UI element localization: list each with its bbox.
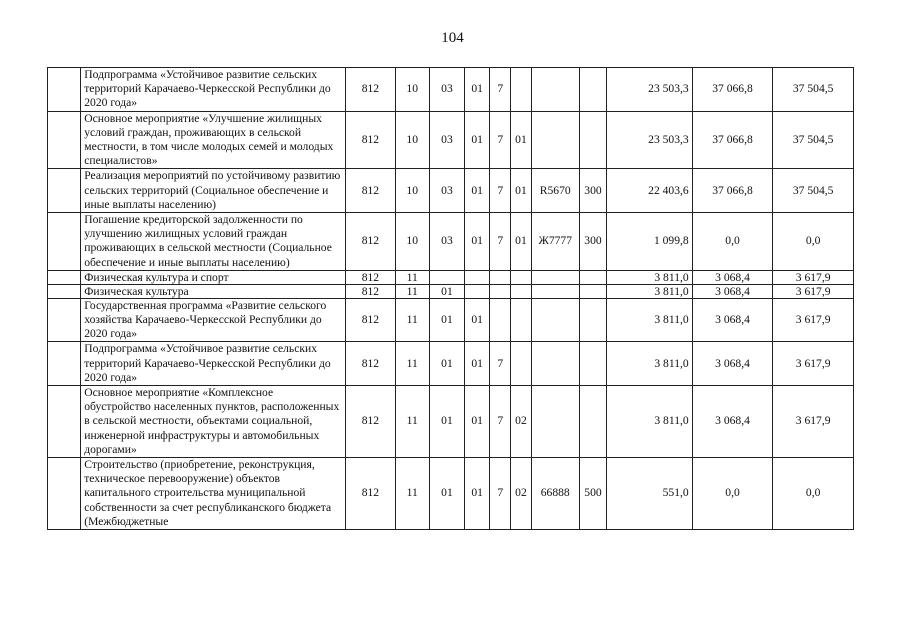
cell-target-code — [531, 342, 579, 386]
cell-subprogram — [490, 284, 511, 298]
cell-expense-type — [579, 68, 606, 112]
cell-subsection — [429, 270, 464, 284]
cell-value-1: 3 811,0 — [607, 284, 693, 298]
cell-ministry-code: 812 — [346, 458, 395, 530]
cell-value-2: 0,0 — [692, 458, 773, 530]
cell-subsection: 01 — [429, 458, 464, 530]
cell-expense-type: 300 — [579, 213, 606, 271]
cell-expense-type — [579, 284, 606, 298]
cell-value-2: 37 066,8 — [692, 169, 773, 213]
cell-activity: 01 — [511, 213, 531, 271]
cell-expense-type — [579, 386, 606, 458]
cell-name: Физическая культура — [81, 284, 346, 298]
cell-value-2: 0,0 — [692, 213, 773, 271]
cell-program: 01 — [465, 213, 490, 271]
cell-value-2: 3 068,4 — [692, 284, 773, 298]
cell-value-2: 37 066,8 — [692, 68, 773, 112]
cell-subprogram — [490, 270, 511, 284]
cell-activity — [511, 298, 531, 342]
cell-blank — [48, 458, 81, 530]
cell-target-code — [531, 270, 579, 284]
cell-expense-type — [579, 111, 606, 169]
cell-program: 01 — [465, 298, 490, 342]
cell-ministry-code: 812 — [346, 213, 395, 271]
table-row — [48, 284, 854, 298]
table-row — [48, 68, 854, 112]
cell-expense-type: 500 — [579, 458, 606, 530]
cell-subsection: 03 — [429, 68, 464, 112]
table-row — [48, 213, 854, 271]
cell-section: 10 — [395, 169, 429, 213]
cell-name: Государственная программа «Развитие сельского хозяйства Карачаево-Черкесской Республики до 2020 года» — [81, 298, 346, 342]
cell-expense-type — [579, 342, 606, 386]
cell-blank — [48, 298, 81, 342]
cell-blank — [48, 213, 81, 271]
cell-value-2: 3 068,4 — [692, 298, 773, 342]
cell-name: Подпрограмма «Устойчивое развитие сельских территорий Карачаево-Черкесской Республики до 2020 года» — [81, 68, 346, 112]
cell-value-3: 3 617,9 — [773, 284, 854, 298]
cell-section: 11 — [395, 458, 429, 530]
cell-section: 11 — [395, 342, 429, 386]
cell-value-3: 37 504,5 — [773, 68, 854, 112]
cell-program: 01 — [465, 68, 490, 112]
table-row — [48, 386, 854, 458]
cell-ministry-code: 812 — [346, 169, 395, 213]
cell-expense-type: 300 — [579, 169, 606, 213]
cell-subsection: 03 — [429, 169, 464, 213]
cell-value-2: 3 068,4 — [692, 270, 773, 284]
cell-expense-type — [579, 270, 606, 284]
cell-target-code — [531, 111, 579, 169]
cell-activity — [511, 270, 531, 284]
cell-subprogram — [490, 298, 511, 342]
cell-section: 11 — [395, 386, 429, 458]
cell-target-code — [531, 298, 579, 342]
table-row — [48, 458, 854, 530]
cell-ministry-code: 812 — [346, 270, 395, 284]
cell-target-code — [531, 386, 579, 458]
cell-program — [465, 270, 490, 284]
cell-subprogram: 7 — [490, 458, 511, 530]
cell-value-1: 551,0 — [607, 458, 693, 530]
cell-value-1: 3 811,0 — [607, 342, 693, 386]
cell-value-1: 3 811,0 — [607, 298, 693, 342]
cell-blank — [48, 284, 81, 298]
cell-value-1: 3 811,0 — [607, 386, 693, 458]
cell-target-code — [531, 68, 579, 112]
cell-value-1: 22 403,6 — [607, 169, 693, 213]
table-row — [48, 169, 854, 213]
table-row — [48, 298, 854, 342]
cell-value-3: 3 617,9 — [773, 342, 854, 386]
cell-name: Основное мероприятие «Улучшение жилищных условий граждан, проживающих в сельской местности, в том числе молодых семей и молодых специалистов» — [81, 111, 346, 169]
cell-value-3: 3 617,9 — [773, 386, 854, 458]
cell-target-code: Ж7777 — [531, 213, 579, 271]
table-row — [48, 270, 854, 284]
cell-ministry-code: 812 — [346, 386, 395, 458]
cell-value-3: 0,0 — [773, 213, 854, 271]
cell-value-3: 0,0 — [773, 458, 854, 530]
cell-target-code — [531, 284, 579, 298]
cell-subsection: 01 — [429, 298, 464, 342]
cell-activity — [511, 284, 531, 298]
cell-blank — [48, 386, 81, 458]
cell-section: 10 — [395, 68, 429, 112]
cell-subsection: 01 — [429, 386, 464, 458]
cell-activity — [511, 68, 531, 112]
cell-subprogram: 7 — [490, 111, 511, 169]
cell-ministry-code: 812 — [346, 284, 395, 298]
cell-value-3: 37 504,5 — [773, 111, 854, 169]
cell-blank — [48, 342, 81, 386]
cell-blank — [48, 270, 81, 284]
cell-name: Основное мероприятие «Комплексное обустройство населенных пунктов, расположенных в сельской местности, объектами социальной, инженерной инфраструктуры и автомобильных дорогами» — [81, 386, 346, 458]
cell-ministry-code: 812 — [346, 68, 395, 112]
cell-target-code: 66888 — [531, 458, 579, 530]
cell-subprogram: 7 — [490, 68, 511, 112]
cell-value-1: 1 099,8 — [607, 213, 693, 271]
cell-value-3: 3 617,9 — [773, 270, 854, 284]
cell-program — [465, 284, 490, 298]
cell-value-1: 23 503,3 — [607, 111, 693, 169]
cell-name: Подпрограмма «Устойчивое развитие сельских территорий Карачаево-Черкесской Республики до 2020 года» — [81, 342, 346, 386]
cell-blank — [48, 169, 81, 213]
cell-subprogram: 7 — [490, 342, 511, 386]
cell-section: 11 — [395, 270, 429, 284]
cell-value-3: 3 617,9 — [773, 298, 854, 342]
cell-subprogram: 7 — [490, 213, 511, 271]
cell-program: 01 — [465, 386, 490, 458]
cell-value-1: 3 811,0 — [607, 270, 693, 284]
cell-name: Реализация мероприятий по устойчивому развитию сельских территорий (Социальное обеспечение и иные выплаты населению) — [81, 169, 346, 213]
cell-value-2: 3 068,4 — [692, 342, 773, 386]
cell-blank — [48, 111, 81, 169]
cell-program: 01 — [465, 111, 490, 169]
cell-section: 11 — [395, 284, 429, 298]
cell-program: 01 — [465, 169, 490, 213]
cell-activity: 02 — [511, 458, 531, 530]
cell-ministry-code: 812 — [346, 342, 395, 386]
cell-subprogram: 7 — [490, 169, 511, 213]
cell-value-3: 37 504,5 — [773, 169, 854, 213]
cell-subsection: 03 — [429, 213, 464, 271]
cell-section: 10 — [395, 111, 429, 169]
cell-target-code: R5670 — [531, 169, 579, 213]
cell-name: Физическая культура и спорт — [81, 270, 346, 284]
cell-name: Погашение кредиторской задолженности по улучшению жилищных условий граждан проживающих в сельской местности (Социальное обеспечение и иные выплаты населению) — [81, 213, 346, 271]
table-row — [48, 342, 854, 386]
page-number: 104 — [441, 30, 464, 46]
cell-activity: 01 — [511, 169, 531, 213]
cell-value-1: 23 503,3 — [607, 68, 693, 112]
cell-ministry-code: 812 — [346, 298, 395, 342]
cell-subsection: 01 — [429, 284, 464, 298]
cell-activity: 02 — [511, 386, 531, 458]
cell-expense-type — [579, 298, 606, 342]
cell-activity — [511, 342, 531, 386]
cell-value-2: 3 068,4 — [692, 386, 773, 458]
cell-value-2: 37 066,8 — [692, 111, 773, 169]
cell-subsection: 01 — [429, 342, 464, 386]
cell-name: Строительство (приобретение, реконструкция, техническое перевооружение) объектов капитального строительства муниципальной собственности за счет республиканского бюджета (Межбюджетные — [81, 458, 346, 530]
cell-program: 01 — [465, 342, 490, 386]
table-row — [48, 111, 854, 169]
cell-ministry-code: 812 — [346, 111, 395, 169]
cell-subprogram: 7 — [490, 386, 511, 458]
cell-activity: 01 — [511, 111, 531, 169]
budget-table — [47, 67, 854, 530]
cell-section: 11 — [395, 298, 429, 342]
cell-section: 10 — [395, 213, 429, 271]
cell-subsection: 03 — [429, 111, 464, 169]
cell-program: 01 — [465, 458, 490, 530]
cell-blank — [48, 68, 81, 112]
